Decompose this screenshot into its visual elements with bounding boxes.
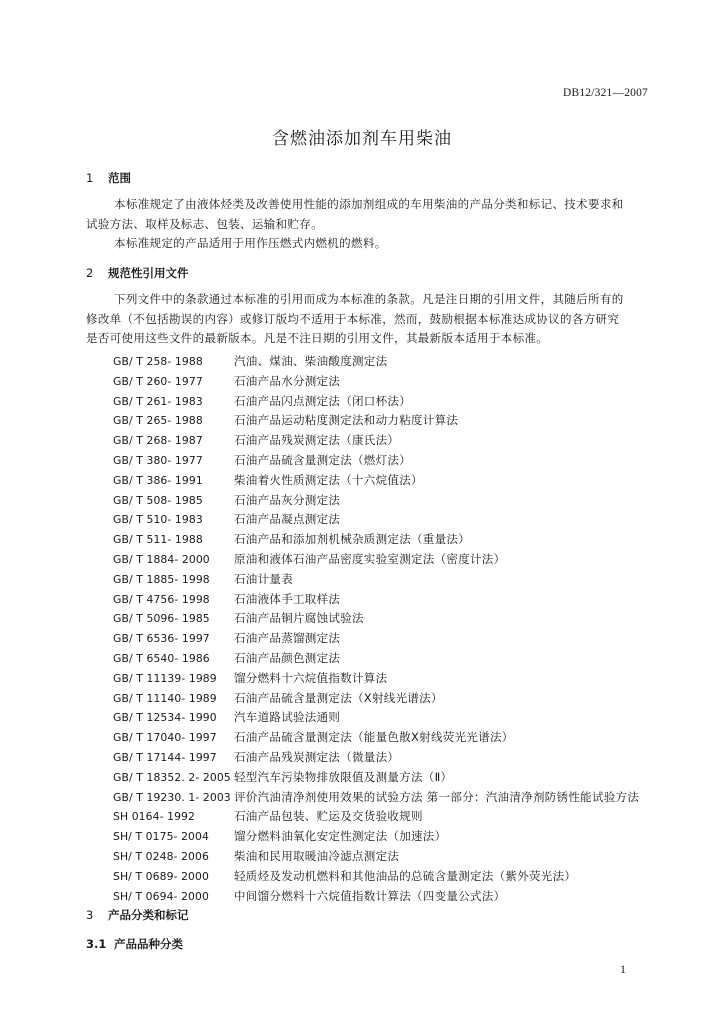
reference-item	[113, 392, 693, 412]
reference-item	[113, 471, 693, 491]
reference-item	[113, 649, 693, 669]
reference-item	[113, 847, 693, 867]
section-number: 1	[86, 171, 94, 185]
reference-item	[113, 491, 693, 511]
reference-item	[113, 372, 693, 392]
reference-code: GB/ T 6540- 1986	[113, 651, 210, 665]
reference-title: 石油产品残炭测定法（微量法）	[234, 749, 400, 764]
paragraph-line: 本标准规定了由液体烃类及改善使用性能的添加剂组成的车用柴油的产品分类和标记、技术要求和	[114, 197, 624, 211]
section-2-paragraph	[86, 290, 658, 349]
reference-item	[113, 867, 693, 887]
reference-code: SH/ T 0689- 2000	[113, 869, 209, 883]
reference-title: 石油产品硫含量测定法（能量色散X射线荧光光谱法）	[234, 730, 514, 745]
reference-title: 石油产品硫含量测定法（燃灯法）	[234, 452, 411, 467]
reference-item	[113, 768, 693, 788]
section-number: 3.1	[86, 937, 107, 951]
section-number: 2	[86, 266, 94, 280]
reference-code: GB/ T 508- 1985	[113, 493, 203, 507]
reference-code: GB/ T 260- 1977	[113, 374, 203, 388]
section-title: 范围	[108, 171, 131, 185]
reference-title: 石油产品和添加剂机械杂质测定法（重量法）	[234, 532, 470, 547]
reference-title: 评价汽油清净剂使用效果的试验方法 第一部分：汽油清净剂防锈性能试验方法	[234, 789, 640, 804]
reference-code: SH/ T 0694- 2000	[113, 889, 209, 903]
reference-item	[113, 609, 693, 629]
reference-code: GB/ T 510- 1983	[113, 513, 203, 527]
section-3-heading	[86, 907, 189, 923]
section-1-paragraph	[86, 195, 658, 254]
reference-item	[113, 807, 693, 827]
reference-code: SH 0164- 1992	[113, 810, 195, 824]
reference-title: 石油产品运动粘度测定法和动力粘度计算法	[234, 413, 459, 428]
reference-code: GB/ T 6536- 1997	[113, 632, 210, 646]
reference-code: SH/ T 0175- 2004	[113, 830, 209, 844]
paragraph-line: 本标准规定的产品适用于用作压燃式内燃机的燃料。	[114, 236, 387, 250]
reference-code: GB/ T 18352. 2- 2005	[113, 770, 231, 784]
section-title: 产品分类和标记	[108, 908, 189, 922]
reference-code: GB/ T 1884- 2000	[113, 552, 210, 566]
reference-code: GB/ T 17040- 1997	[113, 731, 217, 745]
reference-item	[113, 510, 693, 530]
paragraph-line: 试验方法、取样及标志、包装、运输和贮存。	[86, 216, 323, 231]
section-3-1-heading	[86, 936, 183, 952]
reference-code: GB/ T 268- 1987	[113, 434, 203, 448]
normative-references-list	[113, 352, 693, 906]
reference-code: GB/ T 511- 1988	[113, 533, 203, 547]
reference-title: 馏分燃料油氧化安定性测定法（加速法）	[234, 829, 447, 844]
section-title: 规范性引用文件	[108, 266, 189, 280]
page-number: 1	[620, 962, 626, 976]
reference-title: 石油计量表	[234, 571, 293, 586]
reference-title: 石油产品蒸馏测定法	[234, 631, 341, 646]
paragraph-line: 下列文件中的条款通过本标准的引用而成为本标准的条款。凡是注日期的引用文件，其随后所有的	[114, 292, 624, 306]
reference-code: GB/ T 12534- 1990	[113, 711, 217, 725]
reference-title: 馏分燃料十六烷值指数计算法	[234, 670, 388, 685]
reference-code: GB/ T 386- 1991	[113, 473, 203, 487]
reference-title: 柴油和民用取暖油冷滤点测定法	[234, 848, 400, 863]
reference-item	[113, 550, 693, 570]
reference-title: 石油产品水分测定法	[234, 373, 341, 388]
section-2-heading	[86, 265, 189, 281]
reference-item	[113, 827, 693, 847]
reference-item	[113, 689, 693, 709]
reference-item	[113, 590, 693, 610]
reference-code: GB/ T 261- 1983	[113, 394, 203, 408]
reference-code: SH/ T 0248- 2006	[113, 849, 209, 863]
reference-title: 汽车道路试验法通则	[234, 710, 341, 725]
section-number: 3	[86, 908, 94, 922]
reference-item	[113, 530, 693, 550]
reference-title: 原油和液体石油产品密度实验室测定法（密度计法）	[234, 551, 506, 566]
reference-item	[113, 629, 693, 649]
reference-item	[113, 728, 693, 748]
paragraph-line: 修改单（不包括勘误的内容）或修订版均不适用于本标准，然而，鼓励根据本标准达成协议的各方研究	[86, 311, 620, 326]
reference-item	[113, 431, 693, 451]
reference-item	[113, 669, 693, 689]
reference-item	[113, 451, 693, 471]
reference-title: 柴油着火性质测定法（十六烷值法）	[234, 472, 423, 487]
reference-item	[113, 748, 693, 768]
reference-code: GB/ T 5096- 1985	[113, 612, 210, 626]
reference-title: 轻型汽车污染物排放限值及测量方法（Ⅱ）	[234, 769, 453, 784]
reference-item	[113, 411, 693, 431]
reference-title: 石油产品颜色测定法	[234, 650, 341, 665]
reference-code: GB/ T 265- 1988	[113, 414, 203, 428]
reference-code: GB/ T 380- 1977	[113, 453, 203, 467]
reference-code: GB/ T 11139- 1989	[113, 671, 217, 685]
reference-title: 石油产品凝点测定法	[234, 512, 341, 527]
reference-code: GB/ T 258- 1988	[113, 355, 203, 368]
reference-title: 轻质烃及发动机燃料和其他油品的总硫含量测定法（紫外荧光法）	[234, 868, 577, 883]
reference-item	[113, 788, 693, 808]
reference-code: GB/ T 1885- 1998	[113, 572, 210, 586]
reference-title: 中间馏分燃料十六烷值指数计算法（四变量公式法）	[234, 888, 506, 903]
reference-code: GB/ T 11140- 1989	[113, 691, 217, 705]
reference-title: 石油产品硫含量测定法（X射线光谱法）	[234, 690, 443, 705]
reference-item	[113, 352, 693, 372]
reference-title: 石油产品铜片腐蚀试验法	[234, 611, 364, 626]
reference-title: 石油液体手工取样法	[234, 591, 341, 606]
document-title: 含燃油添加剂车用柴油	[272, 129, 452, 149]
section-title: 产品品种分类	[114, 937, 183, 951]
reference-code: GB/ T 4756- 1998	[113, 592, 210, 606]
reference-title: 石油产品闪点测定法（闭口杯法）	[234, 393, 411, 408]
reference-title: 石油产品包装、贮运及交货验收规则	[234, 809, 423, 824]
document-code: DB12/321—2007	[562, 87, 648, 99]
paragraph-line: 是否可使用这些文件的最新版本。凡是不注日期的引用文件，其最新版本适用于本标准。	[86, 331, 549, 345]
reference-item	[113, 708, 693, 728]
reference-title: 汽油、煤油、柴油酸度测定法	[234, 354, 388, 368]
reference-item	[113, 887, 693, 907]
reference-code: GB/ T 17144- 1997	[113, 750, 217, 764]
reference-item	[113, 570, 693, 590]
section-1-heading	[86, 170, 131, 186]
reference-title: 石油产品灰分测定法	[234, 492, 341, 507]
reference-title: 石油产品残炭测定法（康氏法）	[234, 433, 400, 448]
reference-code: GB/ T 19230. 1- 2003	[113, 790, 231, 804]
